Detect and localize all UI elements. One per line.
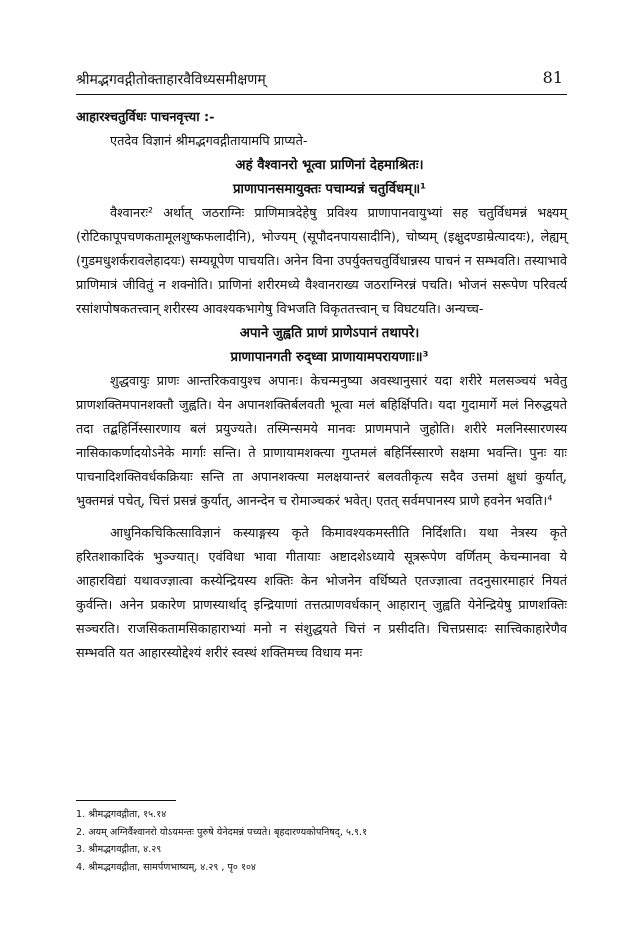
paragraph-2: शुद्धवायुः प्राणः आन्तरिकवायुश्च अपानः। केचन्मनुष्या अवस्थानुसारं यदा शरीरे मलसञ्चयं भवेतु प्राणशक्तिमपानशक्तौ जुह्वति। येन अपानशक्तिर्बलवती भूत्वा मलं बहिर्क्षिपति। यदा गुदामार्गे मलं निरुद्धयते तदा तद्बहिर्निस्सारणाय बलं प्रयुज्यते। तस्मिन्समये मानवः प्राणमपाने जुहोति। शरीरे मलनिस्सारणस्य नासिकाकर्णादयोऽनेके मार्गाः सन्ति। ते प्राणायामशक्त्या गुप्तमलं बहिर्निस्सारणे सक्षमा भवन्ति। पुनः याः पाचनादिशक्तिवर्धकक्रियाः सन्ति ता अपानशक्त्या मलक्षयान्तरं बलवतीकृत्य सदैव उत्तमां क्षुधां कुर्यात्, भुक्तमन्नं पचेत्, चित्तं प्रसन्नं कुर्यात्, आनन्देन च रोमाञ्चकरं भवेत्। एतत् सर्वमपानस्य प्राणे हवनेन भवति।⁴ (76, 374, 567, 509)
footnote-3: 3. श्रीमद्भगवद्गीता, ४.२९ (76, 844, 162, 855)
footnote-4: 4. श्रीमद्भगवद्गीता, सामर्पणभाष्यम्, ४.२९ , पृ० १०४ (76, 861, 256, 873)
paragraph-1: वैश्वानरः² अर्थात् जठराग्निः प्राणिमात्रदेहेषु प्रविश्य प्राणापानवायुभ्यां सह चतुर्विधमन्नं भक्ष्यम् (रोटिकापूपचणकतामूलशुष्कफलादीनि), भोज्यम् (सूपौदनपायसादीनि), चोष्यम् (इक्षुदण्डाम्रेत्यादयः), लेह्यम् (गुडमधुशर्करावलेहादयः) सम्यग्रूपेण पाचयति। अनेन विना उपर्युक्तचतुर्विधान्नस्य पाचनं न सम्भवति। तस्याभावे प्राणिमात्रं जीवितुं न शक्नोति। प्राणिनां शरीरमध्ये वैश्वानराख्य जठराग्निरन्नं पचति। भोजनं सरूपेण परिवर्त्य रसांशपोषकतत्त्वान् शरीरस्य आवश्यकभागेषु विभजति विकृततत्त्वान् च विघटयति। अन्यच्च- (76, 206, 567, 317)
header-rule (76, 94, 567, 95)
verse-2-line-1: अपाने जुह्वति प्राणं प्राणेऽपानं तथापरे। (239, 326, 420, 341)
verse-2-line-2: प्राणापानगती रुद्ध्वा प्राणायामपरायणाः॥³ (230, 350, 429, 365)
running-title: श्रीमद्भगवद्गीतोक्ताहारवैविध्यसमीक्षणम् (76, 72, 266, 88)
running-header (76, 66, 567, 92)
footnote-2: 2. अयम् अग्निर्वैश्वानरो योऽयमन्तः पुरुषे येनेदमन्नं पच्यते। बृहदारण्यकोपनिषद्, ५.९.१ (76, 826, 368, 838)
body-text (76, 106, 567, 666)
footnote-rule (76, 800, 176, 801)
paragraph-3: आधुनिकचिकित्साविज्ञानं कस्याङ्गस्य कृते किमावश्यकमस्तीति निर्दिशति। यथा नेत्रस्य कृते हरितशाकादिकं भुञ्ज्यात्। एवंविधा भावा गीतायाः अष्टादशेऽध्याये सूत्ररूपेण वर्णितम्‌ केचन्मानवा ये आहारविद्यां यथावज्ज्ञात्वा कस्येन्द्रियस्य शक्तिः केन भोजनेन वर्धिष्यते एतज्ज्ञात्वा तदनुसारमाहारं नियतं कुर्वन्ति। अनेन प्रकारेण प्राणस्यार्थाद् इन्द्रियाणां तत्तत्प्राणवर्धकान् आहारान् जुह्वति येनेन्द्रियेषु प्राणशक्तिः सञ्चरति। राजसिकतामसिकाहाराभ्यां मनो न संशुद्धयते चित्तं न प्रसीदति। चित्तप्रसादः सात्त्विकाहारेणैव सम्भवति यत आहारस्योद्देश्यं शरीरं स्वस्थं शक्तिमच्च विधाय मनः (76, 526, 567, 661)
page-number: 81 (542, 68, 563, 87)
footnote-1: 1. श्रीमद्भगवद्गीता, १५.१४ (76, 809, 167, 820)
intro-line: एतदेव विज्ञानं श्रीमद्भगवद्गीतायामपि प्राप्यते- (110, 134, 308, 149)
footnotes (76, 806, 567, 876)
verse-1-line-2: प्राणापानसमायुक्तः पचाम्यन्नं चतुर्विधम्॥¹ (232, 182, 427, 197)
verse-1-line-1: अहं वैश्वानरो भूत्वा प्राणिनां देहमाश्रितः। (235, 158, 424, 173)
section-title: आहारश्चतुर्विधः पाचनवृत्त्या :- (76, 110, 215, 125)
